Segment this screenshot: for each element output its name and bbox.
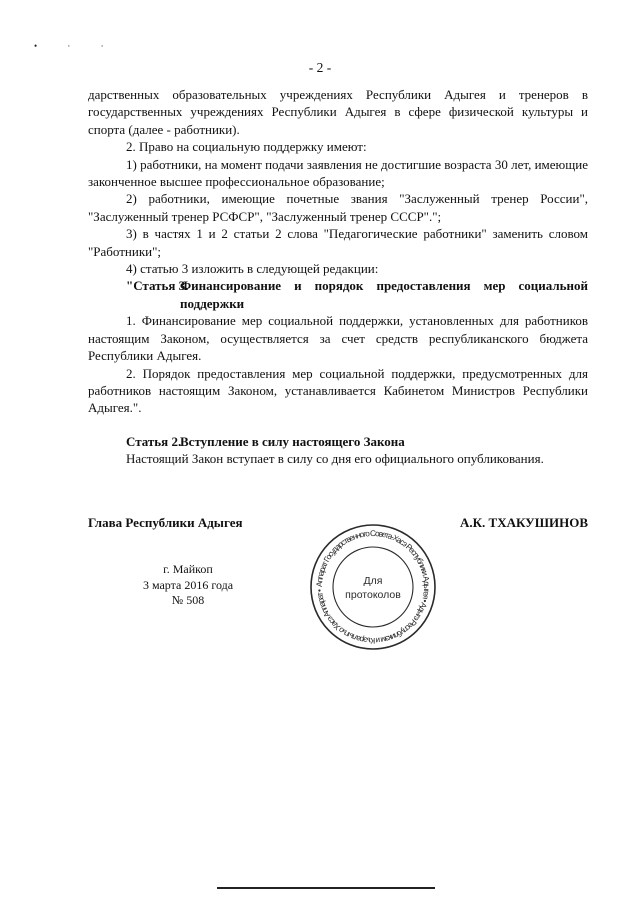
scan-specks: • · · (34, 41, 118, 51)
seal-outer-ring (311, 525, 435, 649)
paragraph: 3) в частях 1 и 2 статьи 2 слова "Педагогические работники" заменить словом "Работники"; (88, 226, 588, 259)
paragraph: 2. Право на социальную поддержку имеют: (126, 139, 367, 155)
article-3-label: "Статья 3. (126, 278, 189, 294)
seal-outer-text: Аппарат Государственного Совета-Хасэ Республики Адыгея • Адыгэ Республикэм и Къэралыгъо Хасэ Аппарат • (314, 528, 432, 646)
article-3-paragraph: 1. Финансирование мер социальной поддержки, установленных для работников настоящим Законом, осуществляется за счет средств республиканского бюджета Республики Адыгея. (88, 313, 588, 364)
date: 3 марта 2016 года (142, 577, 234, 592)
scan-edge-line (217, 887, 435, 889)
paragraph-continuation: дарственных образовательных учреждениях Республики Адыгея и тренеров в государственных учреждениях Республики Адыгея в сфере физической культуры и спорта (далее - работники). (88, 87, 588, 137)
paragraph: 2) работники, имеющие почетные звания "Заслуженный тренер России", "Заслуженный тренер РСФСР", "Заслуженный тренер СССР"."; (88, 191, 588, 224)
seal-line-2: протоколов (345, 589, 401, 601)
paragraph: 1) работники, на момент подачи заявления не достигшие возраста 30 лет, имеющие законченное высшее профессиональное образование; (88, 156, 588, 190)
city: г. Майкоп (163, 562, 213, 576)
page-number: - 2 - (308, 60, 332, 75)
stamp-seal (308, 522, 438, 652)
signatory-name: А.К. ТХАКУШИНОВ (459, 515, 588, 530)
article-2-title: Вступление в силу настоящего Закона (180, 433, 405, 449)
paragraph: 4) статью 3 изложить в следующей редакции: (126, 261, 379, 277)
signatory-position: Глава Республики Адыгея (88, 515, 243, 530)
law-number: № 508 (171, 593, 205, 607)
article-2-heading (88, 433, 588, 450)
document-body (88, 86, 588, 468)
article-2-text: Настоящий Закон вступает в силу со дня его официального опубликования. (126, 451, 544, 467)
article-3-title: Финансирование и порядок предоставления мер социальной поддержки (180, 278, 588, 311)
spacer (88, 417, 588, 433)
place-date-block (128, 562, 248, 609)
article-2-label: Статья 2. (126, 433, 182, 449)
seal-line-1: Для (363, 575, 383, 587)
article-3-heading (88, 277, 588, 312)
article-3-paragraph: 2. Порядок предоставления мер социальной поддержки, предусмотренных для работников настоящим Законом, устанавливается Кабинетом Министров Республики Адыгея.". (88, 365, 588, 416)
seal-inner-ring (333, 547, 413, 627)
